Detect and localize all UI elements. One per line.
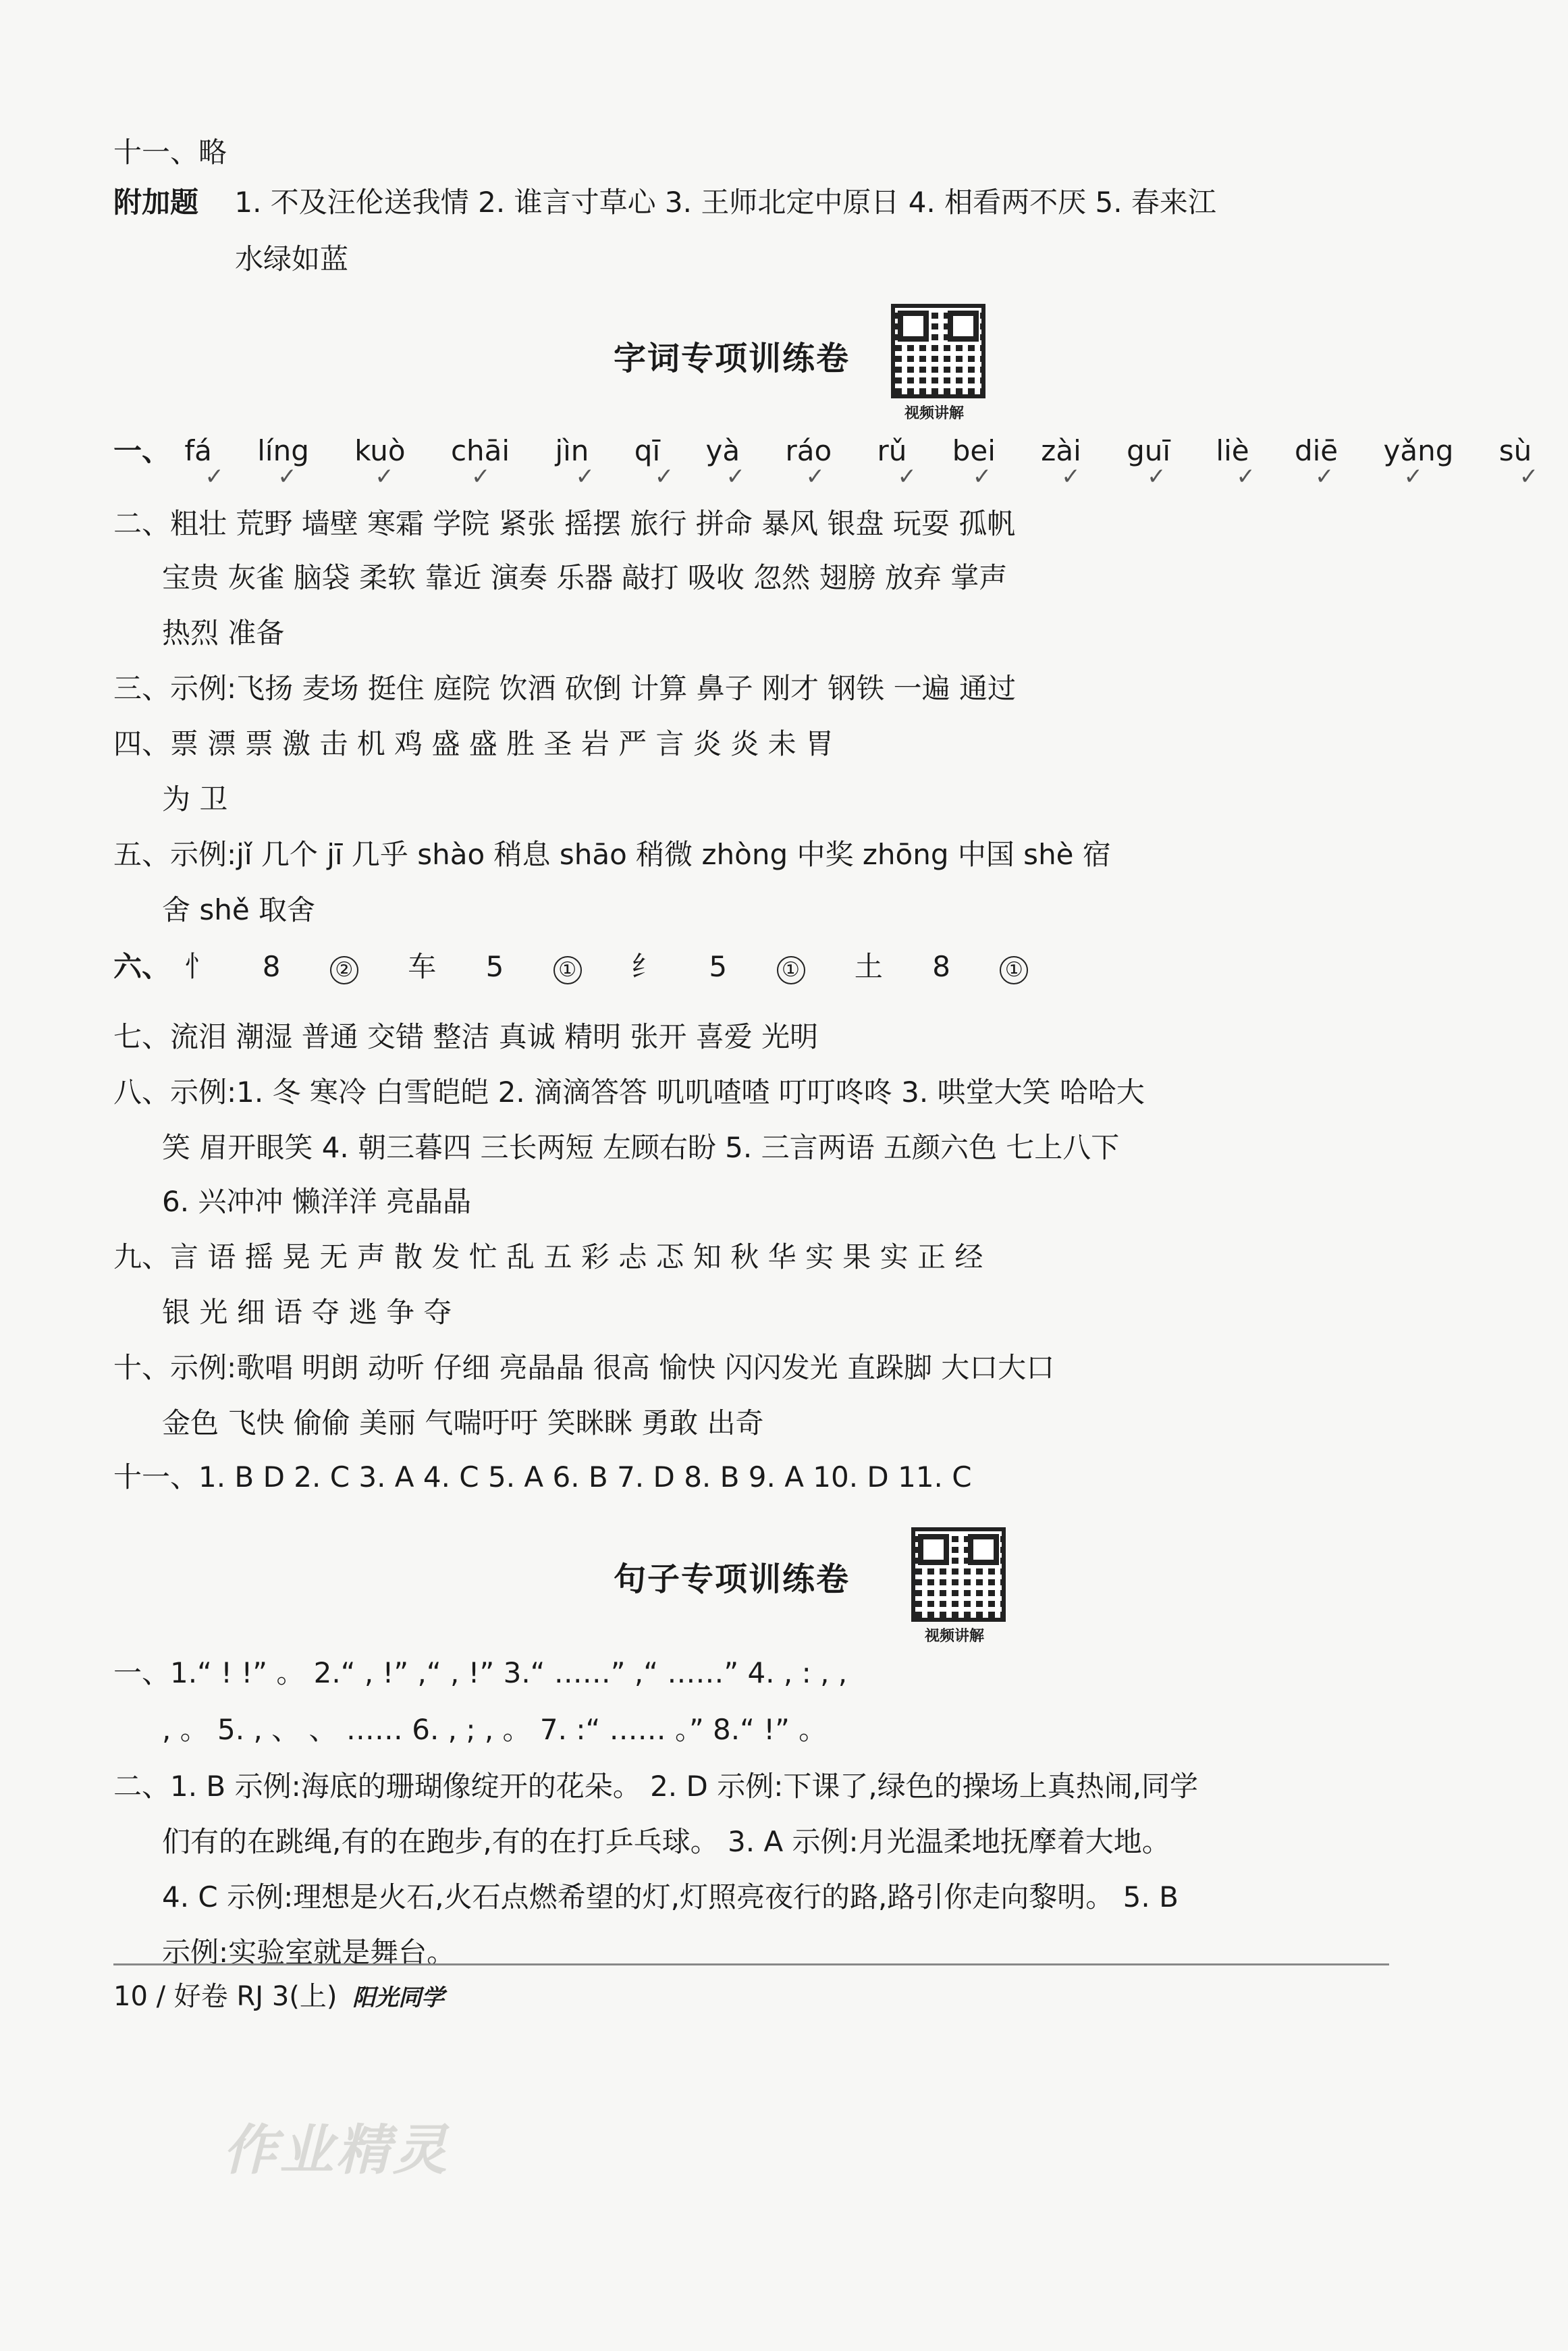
check-icon: ✓ — [375, 463, 394, 490]
pinyin-item: diē ✓ — [1295, 432, 1338, 470]
q8-line-3: 6. 兴冲冲 懒洋洋 亮晶晶 — [162, 1185, 472, 1218]
q6-radical: 纟 — [631, 950, 660, 983]
q6-circle: ② — [330, 956, 358, 984]
page-number: 10 / 好卷 RJ 3(上) — [113, 1981, 337, 2012]
q6-radical: 土 — [854, 950, 883, 983]
section2-title: 句子专项训练卷 — [613, 1560, 850, 1598]
qr-label-1: 视频讲解 — [904, 405, 965, 422]
q5-line-2: 舍 shě 取舍 — [162, 893, 316, 926]
q6-count: 8 — [932, 950, 950, 983]
q6-row — [113, 948, 1389, 986]
q8-line-2: 笑 眉开眼笑 4. 朝三暮四 三长两短 左顾右盼 5. 三言两语 五颜六色 七上八下 — [162, 1131, 1120, 1164]
q6-count: 5 — [709, 950, 728, 983]
s2-q2-line-2: 们有的在跳绳,有的在跑步,有的在打乒乓球。 3. A 示例:月光温柔地抚摩着大地。 — [162, 1825, 1170, 1858]
check-icon: ✓ — [575, 463, 595, 490]
check-icon: ✓ — [1236, 463, 1255, 490]
q4-line-2: 为 卫 — [162, 783, 228, 816]
q2-line-2: 宝贵 灰雀 脑袋 柔软 靠近 演奏 乐器 敲打 吸收 忽然 翅膀 放弃 掌声 — [162, 561, 1008, 594]
fujia-line-1 — [113, 184, 1389, 221]
q11-note: 十一、略 — [113, 136, 227, 169]
pinyin-item: guī ✓ — [1127, 432, 1170, 470]
s2-q2-line-1: 二、1. B 示例:海底的珊瑚像绽开的花朵。 2. D 示例:下课了,绿色的操场上真热闹,同学 — [113, 1770, 1199, 1803]
q2-line-1: 二、粗壮 荒野 墙壁 寒霜 学院 紧张 摇摆 旅行 拼命 暴风 银盘 玩耍 孤帆 — [113, 507, 1016, 540]
q9-line-2: 银 光 细 语 夺 逃 争 夺 — [162, 1296, 452, 1329]
q6-circle: ① — [553, 956, 582, 984]
pinyin-item: qī ✓ — [634, 432, 660, 470]
pinyin-row — [113, 432, 1539, 490]
pinyin-item: kuò ✓ — [354, 432, 405, 470]
check-icon: ✓ — [277, 463, 297, 490]
check-icon: ✓ — [726, 463, 745, 490]
s2-q2-line-3: 4. C 示例:理想是火石,火石点燃希望的灯,灯照亮夜行的路,路引你走向黎明。 5. B — [162, 1880, 1179, 1913]
qr-code-2[interactable] — [911, 1527, 1006, 1622]
s2-q1-line-2: , 。 5. , 、 、 …… 6. , ; , 。 7. :“ …… 。” 8.“ !” 。 — [162, 1713, 828, 1746]
check-icon: ✓ — [1147, 463, 1166, 490]
fujia-line-2: 水绿如蓝 — [235, 242, 349, 275]
pinyin-item: jìn ✓ — [555, 432, 589, 470]
q6-radical: 忄 — [184, 950, 213, 983]
check-icon: ✓ — [805, 463, 825, 490]
q8-line-1: 八、示例:1. 冬 寒冷 白雪皑皑 2. 滴滴答答 叽叽喳喳 叮叮咚咚 3. 哄堂大笑 哈哈大 — [113, 1076, 1145, 1109]
qr-label-2: 视频讲解 — [925, 1628, 985, 1645]
fujia-label: 附加题 — [113, 186, 199, 219]
pinyin-item: fá ✓ — [184, 432, 212, 470]
pinyin-item: bei ✓ — [952, 432, 996, 470]
check-icon: ✓ — [897, 463, 917, 490]
q10-line-1: 十、示例:歌唱 明朗 动听 仔细 亮晶晶 很高 愉快 闪闪发光 直跺脚 大口大口 — [113, 1351, 1055, 1384]
check-icon: ✓ — [1519, 463, 1539, 490]
q6-lead: 六、 — [113, 950, 171, 983]
pinyin-item: chāi ✓ — [451, 432, 510, 470]
q6-circle: ① — [777, 956, 805, 984]
footer — [113, 1975, 444, 2013]
section1-title: 字词专项训练卷 — [613, 340, 850, 377]
check-icon: ✓ — [1061, 463, 1081, 490]
check-icon: ✓ — [654, 463, 674, 490]
pinyin-item: líng ✓ — [257, 432, 309, 470]
q4-line-1: 四、票 漂 票 激 击 机 鸡 盛 盛 胜 圣 岩 严 言 炎 炎 未 胃 — [113, 727, 834, 760]
s2-q1-line-1: 一、1.“ ! !” 。 2.“ , !” ,“ , !” 3.“ ……” ,“ ……” 4. , : , , — [113, 1656, 848, 1689]
brand-logo: 阳光同学 — [352, 1984, 445, 2011]
footer-divider — [113, 1963, 1389, 1965]
check-icon: ✓ — [972, 463, 992, 490]
fujia-text-1: 1. 不及汪伦送我情 2. 谁言寸草心 3. 王师北定中原日 4. 相看两不厌 5. 春来江 — [234, 186, 1216, 219]
pinyin-item: zài ✓ — [1041, 432, 1081, 470]
q11-line-1: 十一、1. B D 2. C 3. A 4. C 5. A 6. B 7. D 8. B 9. A 10. D 11. C — [113, 1460, 972, 1494]
q6-radical: 车 — [408, 950, 437, 983]
check-icon: ✓ — [1403, 463, 1423, 490]
q9-line-1: 九、言 语 摇 晃 无 声 散 发 忙 乱 五 彩 忐 忑 知 秋 华 实 果 实 正 经 — [113, 1240, 983, 1273]
q6-count: 8 — [262, 950, 281, 983]
q10-line-2: 金色 飞快 偷偷 美丽 气喘吁吁 笑眯眯 勇敢 出奇 — [162, 1406, 764, 1439]
q5-line-1: 五、示例:jǐ 几个 jī 几乎 shào 稍息 shāo 稍微 zhòng 中奖 zhōng 中国 shè 宿 — [113, 838, 1111, 871]
pinyin-item: sù ✓ — [1499, 432, 1532, 470]
watermark: 作业精灵 — [223, 2119, 450, 2182]
pinyin-item: liè ✓ — [1216, 432, 1249, 470]
q1-lead: 一、 — [113, 434, 171, 467]
q3-line-1: 三、示例:飞扬 麦场 挺住 庭院 饮酒 砍倒 计算 鼻子 刚才 钢铁 一遍 通过 — [113, 672, 1017, 705]
pinyin-item: rǔ ✓ — [877, 432, 907, 470]
q6-circle: ① — [1000, 956, 1028, 984]
s2-q2-line-4: 示例:实验室就是舞台。 — [162, 1936, 456, 1969]
q7-line-1: 七、流泪 潮湿 普通 交错 整洁 真诚 精明 张开 喜爱 光明 — [113, 1020, 819, 1053]
qr-code-1[interactable] — [891, 304, 985, 398]
pinyin-item: yà ✓ — [705, 432, 740, 470]
pinyin-item: yǎng ✓ — [1383, 432, 1453, 470]
check-icon: ✓ — [1314, 463, 1334, 490]
pinyin-item: ráo ✓ — [785, 432, 832, 470]
check-icon: ✓ — [205, 463, 224, 490]
q2-line-3: 热烈 准备 — [162, 616, 285, 650]
q6-count: 5 — [485, 950, 504, 983]
check-icon: ✓ — [470, 463, 491, 490]
